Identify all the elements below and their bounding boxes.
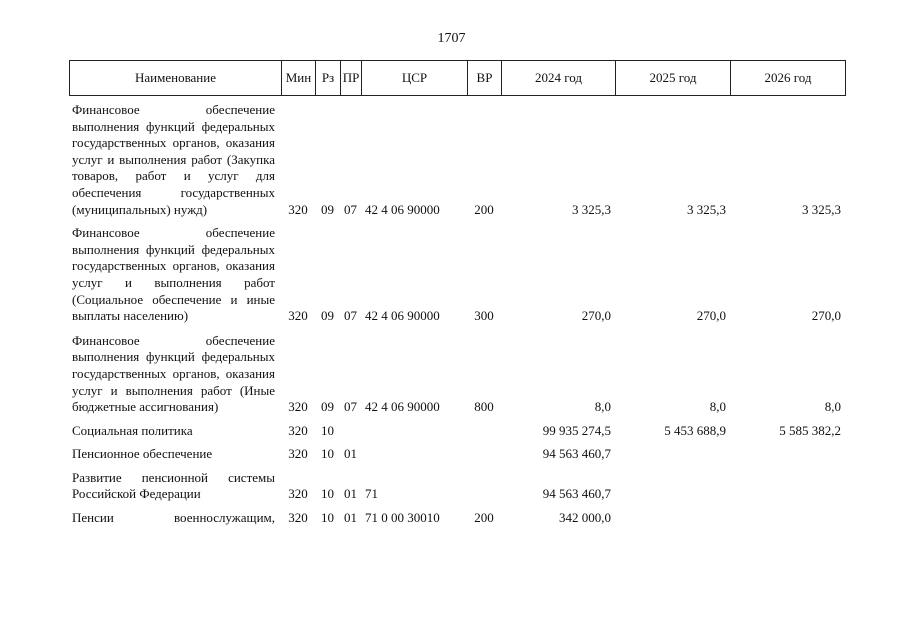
table-row (69, 423, 859, 440)
table-body (69, 102, 859, 527)
row-rz: 09 (321, 201, 334, 217)
row-min: 320 (288, 486, 308, 502)
row-pr: 07 (344, 308, 357, 324)
row-name: Финансовое обеспечение выполнения функций федеральных государственных органов, оказания услуг и выполнения работ (Социальное обеспечение и иные выплаты населению) (72, 225, 275, 324)
row-rz: 09 (321, 399, 334, 415)
row-pr: 01 (344, 486, 357, 502)
row-2024: 94 563 460,7 (542, 486, 611, 502)
row-rz: 10 (321, 446, 334, 462)
row-rz: 10 (321, 422, 334, 438)
table-row (69, 333, 859, 416)
row-2025: 3 325,3 (687, 201, 726, 217)
header-csr: ЦСР (362, 61, 468, 96)
row-2024: 342 000,0 (559, 510, 611, 526)
page-number: 1707 (437, 31, 466, 46)
row-name: Пенсионное обеспечение (72, 446, 213, 462)
header-2024: 2024 год (502, 61, 616, 96)
row-name: Развитие пенсионной системы Российской Федерации (72, 469, 275, 502)
row-2024: 8,0 (594, 399, 611, 415)
row-rz: 10 (321, 486, 334, 502)
row-2024: 270,0 (581, 308, 611, 324)
row-vr: 200 (474, 510, 494, 526)
header-rz: Рз (316, 61, 341, 96)
header-min: Мин (282, 61, 316, 96)
row-vr: 200 (474, 201, 494, 217)
row-name: Социальная политика (72, 422, 193, 438)
row-2024: 99 935 274,5 (542, 422, 611, 438)
row-2026: 270,0 (811, 308, 841, 324)
row-2024: 3 325,3 (572, 201, 611, 217)
row-2025: 5 453 688,9 (664, 422, 726, 438)
table-row (69, 470, 859, 503)
row-2026: 8,0 (824, 399, 841, 415)
row-csr: 71 0 00 30010 (365, 510, 440, 526)
row-name: Финансовое обеспечение выполнения функций федеральных государственных органов, оказания услуг и выполнения работ (Закупка товаров, работ и услуг для обеспечения государственных (муниципальных) нужд) (72, 102, 275, 217)
row-2025: 270,0 (696, 308, 726, 324)
row-min: 320 (288, 446, 308, 462)
row-2026: 5 585 382,2 (779, 422, 841, 438)
row-min: 320 (288, 399, 308, 415)
row-rz: 10 (321, 510, 334, 526)
row-vr: 300 (474, 308, 494, 324)
header-2025: 2025 год (616, 61, 731, 96)
row-min: 320 (288, 422, 308, 438)
row-2025: 8,0 (709, 399, 726, 415)
row-pr: 01 (344, 446, 357, 462)
table-row (69, 510, 859, 527)
row-csr: 42 4 06 90000 (365, 399, 440, 415)
row-vr: 800 (474, 399, 494, 415)
row-csr: 71 (365, 486, 378, 502)
row-csr: 42 4 06 90000 (365, 308, 440, 324)
table-row (69, 446, 859, 463)
row-name: Пенсии военнослужащим, (72, 510, 275, 526)
header-pr: ПР (341, 61, 362, 96)
row-pr: 07 (344, 201, 357, 217)
row-pr: 01 (344, 510, 357, 526)
table-row (69, 225, 859, 325)
row-csr: 42 4 06 90000 (365, 201, 440, 217)
row-pr: 07 (344, 399, 357, 415)
table-row (69, 102, 859, 218)
table-header (69, 60, 846, 96)
row-name: Финансовое обеспечение выполнения функций федеральных государственных органов, оказания услуг и выполнения работ (Иные бюджетные ассигнования) (72, 332, 275, 415)
row-min: 320 (288, 510, 308, 526)
header-name: Наименование (70, 61, 282, 96)
row-2026: 3 325,3 (802, 201, 841, 217)
row-min: 320 (288, 308, 308, 324)
header-2026: 2026 год (731, 61, 846, 96)
row-2024: 94 563 460,7 (542, 446, 611, 462)
header-vr: ВР (468, 61, 502, 96)
row-min: 320 (288, 201, 308, 217)
row-rz: 09 (321, 308, 334, 324)
